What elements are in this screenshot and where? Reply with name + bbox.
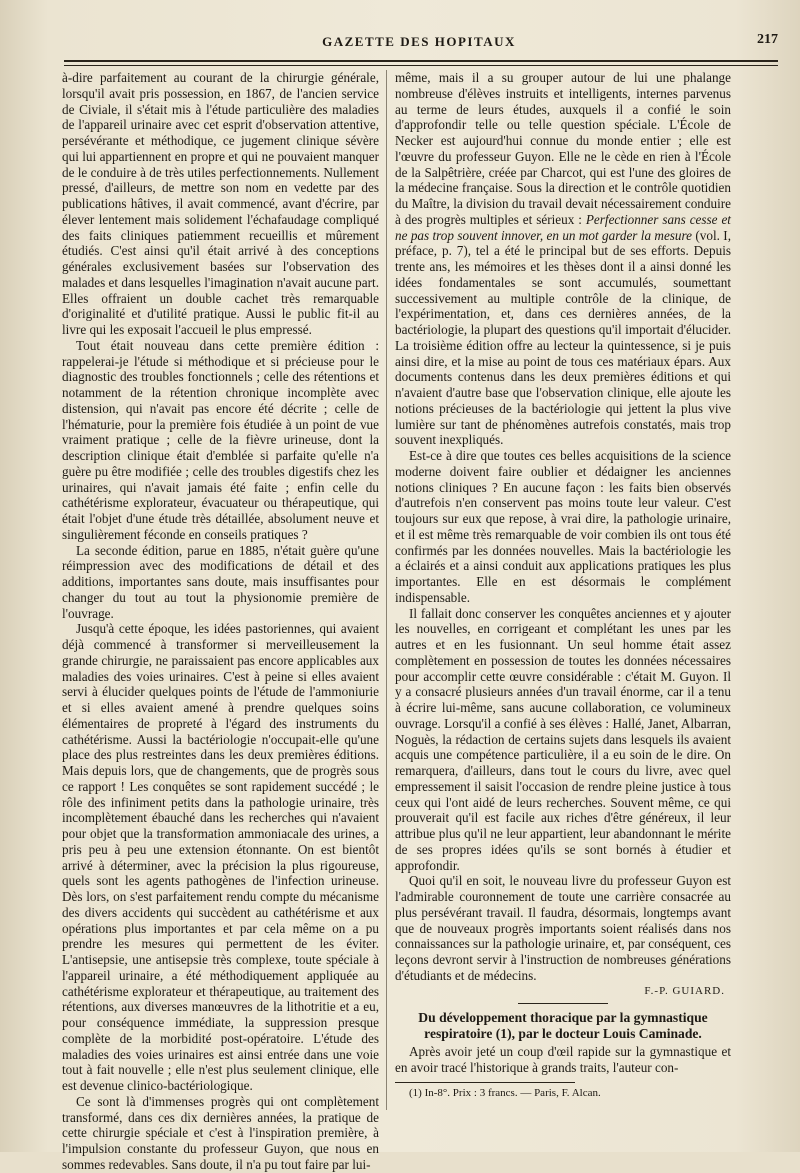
paragraph: Jusqu'à cette époque, les idées pastoriennes, qui avaient déjà commencé à transformer si merveilleusement la grande chirurgie, ne paraissaient pas encore applicables aux maladies des voies urinaires. C'est à peine si elles avaient servi à élucider quelques points de l'étude de l'ammoniurie et si elles avaient amené à prendre quelques soins élémentaires de propreté à l'égard des instruments du cathétérisme. Aussi la bactériologie n'occupait-elle qu'une place des plus restreintes dans les deux premières éditions. Mais depuis lors, que de changements, que de progrès sous ce rapport ! Les conquêtes se sont rapidement succédé ; le rôle des infiniment petits dans la pathologie urinaire, très incomplètement ébauché dans les recherches qui n'avaient pour objet que la transformation ammoniacale des urines, a pris peu à peu une extension étonnante. On est bientôt arrivé à déterminer, avec la précision la plus rigoureuse, quels sont les agents pathogènes de l'infection urineuse. Dès lors, on s'est parfaitement rendu compte du mécanisme des divers accidents qui succèdent au cathétérisme et aux opérations plus importantes et par cela même on a pu prendre les mesures qui permettent de les éviter. L'antisepsie, une antisepsie très complexe, toute spéciale à l'appareil urinaire, a été méthodiquement appliquée au cathétérisme explorateur et thérapeutique, au traitement des rétentions, aux diverses manœuvres de la lithotritie et a eu, pour conséquence immédiate, la suppression presque complète de la morbidité post-opératoire. L'étude des maladies des voies urinaires est ainsi entrée dans une voie tout à fait nouvelle ; elle n'est plus seulement clinique, elle est devenue clinico-bactériologique. (62, 621, 379, 1093)
paragraph: à-dire parfaitement au courant de la chirurgie générale, lorsqu'il avait pris possession, en 1867, de l'ancien service de Civiale, il s'était mis à l'étude particulière des maladies de l'appareil urinaire avec cet esprit d'observation attentive, persévérante et méthodique, ce jugement clinique sévère qui lui appartiennent en propre et qui ne pouvaient manquer de le conduire à de très utiles perfectionnements. Nullement pressé, d'ailleurs, de mettre son nom en vedette par des publications hâtives, il avait commencé, avant d'écrire, par élever lentement mais solidement l'échafaudage compliqué des faits cliniques patiemment recueillis et mûrement étudiés. C'est ainsi qu'il était arrivé à des conceptions générales exclusivement basées sur l'observation des malades et dans lesquelles l'imagination n'avait aucune part. Elles offraient un double cachet très remarquable d'originalité et d'utilité pratique. Aussi le public fit-il au livre qui les exposait l'accueil le plus empressé. (62, 70, 379, 337)
text-span: (vol. I, préface, p. 7), tel a été le principal but de ses efforts. Depuis trente ans, les mémoires et les thèses dont il a ainsi donné les idées fondamentales se sont accumulés, soumettant successivement au multiple contrôle de la clinique, de l'expérimentation, et, dans ces dernières années, de la bactériologie, la plupart des questions qu'il importait d'élucider. La troisième édition offre au lecteur la quintessence, si je puis ainsi dire, et la mise au point de tous ces matériaux épars. Aux documents contenus dans les deux premières éditions et qui n'avaient d'autre base que l'observation clinique, elle ajoute les notions précieuses de la bactériologie qui jettent la plus vive lumière sur tant de phénomènes autrefois constatés, mais trop souvent inexpliqués. (395, 227, 731, 448)
paragraph: Est-ce à dire que toutes ces belles acquisitions de la science moderne doivent faire oublier et dédaigner les anciennes notions cliniques ? En aucune façon : les faits bien observés d'autrefois n'en conservent pas moins toute leur valeur. C'est toujours sur eux que repose, à vrai dire, la pathologie urinaire, et il est même très remarquable de voir combien ils ont tous été confirmés par les données nouvelles. Mais la bactériologie les a éclairés et a ainsi conduit aux applications pratiques les plus importantes. Elle en est désormais le complément indispensable. (395, 448, 731, 605)
article-title: Du développement thoracique par la gymnastique respiratoire (1), par le docteur Louis Caminade. (418, 1010, 708, 1042)
page-number: 217 (757, 32, 778, 47)
author-signature: F.-P. GUIARD. (644, 984, 725, 997)
header-rule-thin (64, 65, 778, 66)
paragraph (395, 70, 731, 448)
footnote: (1) In-8°. Prix : 3 francs. — Paris, F. Alcan. (409, 1086, 601, 1099)
paragraph: Il fallait donc conserver les conquêtes anciennes et y ajouter les nouvelles, en corrigeant et complétant les unes par les autres et en les fusionnant. Un seul homme était assez complètement en possession de toutes les données nécessaires pour accomplir cette œuvre considérable : c'était M. Guyon. Il y a consacré plusieurs années d'un travail énorme, car il a tenu à écrire lui-même, sans aucune collaboration, ce volumineux ouvrage. Lorsqu'il a confié à ses élèves : Hallé, Janet, Albarran, Noguès, la rédaction de certains sujets dans lesquels ils avaient acquis une compétence particulière, il a eu soin de le dire. On remarquera, d'ailleurs, dans tout le cours du livre, avec quel empressement il saisit l'occasion de rendre pleine justice à tous ceux qui l'ont aidé de leurs recherches. Souvent même, ce qui prouverait qu'il est facile aux riches d'être généreux, il leur attribue plus qu'il ne leur appartient, leur abandonnant le mérite de ses propres idées qu'ils se sont bornés à étudier et approfondir. (395, 605, 731, 873)
journal-title: GAZETTE DES HOPITAUX (322, 34, 516, 49)
left-column (62, 70, 379, 1172)
text-span: même, mais il a su grouper autour de lui une phalange nombreuse d'élèves instruits et intelligents, internes parvenus au terme de leurs études, auxquels il a confié le soin d'approfondir telle ou telle question spéciale. L'École de Necker est aujourd'hui connue du monde entier ; elle est l'œuvre du professeur Guyon. Elle ne le cède en rien à l'École de la Salpêtrière, créée par Charcot, qui est l'une des gloires de la médecine française. Sous la direction et le contrôle quotidien du Maître, la division du travail devait nécessairement conduire à des progrès multiples et sérieux : (395, 70, 731, 227)
paragraph: Tout était nouveau dans cette première édition : rappelerai-je l'étude si méthodique et si précieuse pour le diagnostic des troubles fonctionnels ; celle des rétentions et notamment de la rétention chronique incomplète avec distension, qui n'avait pas encore été décrite ; celle de l'hématurie, pour la première fois étudiée à un point de vue vraiment pratique ; celle de la fièvre urineuse, dont la description clinique était d'emblée si parfaite qu'elle n'a guère pu être modifiée ; celle des troubles digestifs chez les urinaires, qui n'avait jamais été faite ; enfin celle du cathétérisme explorateur, évacuateur ou thérapeutique, qui était l'objet d'une étude très détaillée, absolument neuve et singulièrement féconde en conseils pratiques ? (62, 337, 379, 542)
paragraph: La seconde édition, parue en 1885, n'était guère qu'une réimpression avec des modifications de détail et des additions, importantes sans doute, mais insuffisantes pour changer du tout au tout la physionomie première de l'ouvrage. (62, 542, 379, 621)
paragraph: Après avoir jeté un coup d'œil rapide sur la gymnastique et en avoir tracé l'historique à grands traits, l'auteur con- (395, 1044, 731, 1075)
header-rule (64, 60, 778, 62)
column-separator (386, 70, 387, 1110)
footnote-rule (395, 1082, 575, 1083)
right-column (395, 70, 731, 1112)
paragraph: Ce sont là d'immenses progrès qui ont complètement transformé, dans ces dix dernières années, la pratique de cette chirurgie spéciale et c'est à l'inspiration première, à l'impulsion constante du professeur Guyon, que nous en sommes redevables. Sans doute, il n'a pu tout faire par lui- (62, 1093, 379, 1172)
page-header (60, 30, 778, 54)
italic-quote: Perfectionner sans cesse et ne pas trop souvent innover, en un mot garder la mesure (395, 211, 731, 243)
article-separator (518, 1003, 608, 1004)
paragraph: Quoi qu'il en soit, le nouveau livre du professeur Guyon est l'admirable couronnement de toute une carrière consacrée au plus persévérant travail. Il faudra, désormais, longtemps avant que de nouveaux progrès importants soient réalisés dans nos connaissances sur la pathologie urinaire, et, par conséquent, ces leçons devront servir à l'instruction de nombreuses générations d'étudiants et de médecins. (395, 873, 731, 983)
